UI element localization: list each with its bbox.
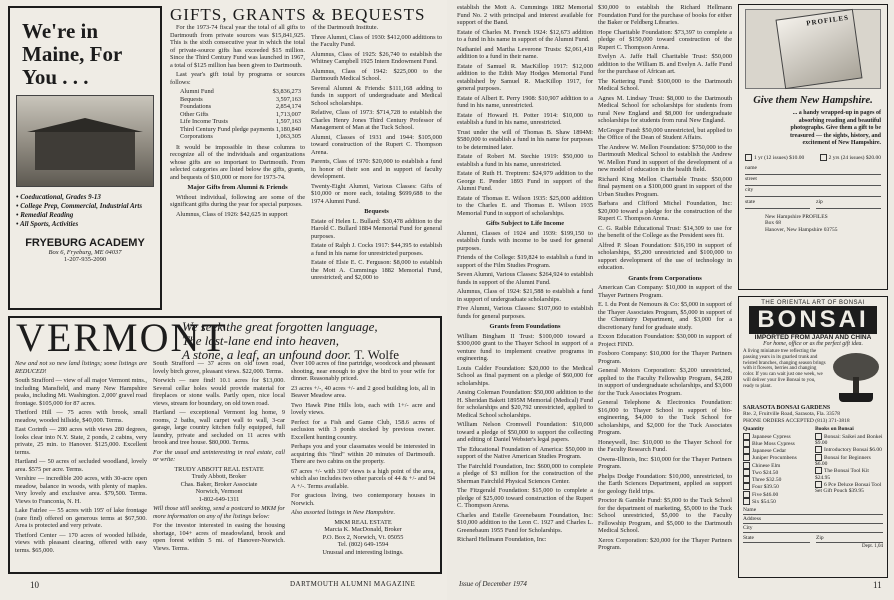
grant-entry: The Kettering Fund: $100,000 to the Dartmouth Medical School.	[598, 77, 732, 92]
bonsai-title: BONSAI	[749, 306, 877, 334]
source-row: Bequests 3,597,163	[180, 95, 301, 103]
bequest-entry: Trust under the will of Thomas B. Shaw 1894M: $580,000 to establish a fund in his name for purposes to be determined later.	[457, 128, 593, 151]
listing: Thetford Hill — 75 acres with brook, small meadow, wooded hillside, $40,000. Terms.	[15, 409, 147, 424]
listing: South Strafford — view of all major Vermont mtns., including Mansfield, and many New Hampshire peaks, including Mt. Washington. 2,000' gravel road frontage. $105,000 for 87 acres.	[15, 377, 147, 407]
corporations-heading: Grants from Corporations	[628, 274, 702, 282]
gift-entry: Alumni, Classes of 1924 and 1939: $199,150 to establish funds with income to be used for general purposes.	[457, 229, 593, 252]
roof-shape	[27, 118, 143, 132]
quote-author: T. Wolfe	[354, 347, 400, 362]
grant-entry: Honeywell, Inc: $10,000 to the Thayer School for the Faculty Research Fund.	[598, 438, 732, 453]
grant-entry: The Educational Foundation of America: $50,000 in support of the Native American Studies Program.	[457, 445, 593, 460]
bonsai-order-lists	[743, 426, 883, 505]
state-field[interactable]: state	[745, 199, 810, 209]
tree-option[interactable]: Four $39.50	[743, 483, 811, 490]
article-col-1	[170, 24, 305, 310]
building-shape	[35, 130, 135, 170]
source-row: Other Gifts 1,713,007	[180, 110, 301, 118]
bonsai-address-field[interactable]: Address	[743, 516, 883, 524]
page-number-right: 11	[873, 580, 882, 590]
quantity-heading: Quantity	[743, 426, 765, 432]
source-row: Alumni Fund $3,836,273	[180, 88, 301, 95]
profiles-blurb: ... a handy wrapped-up in pages of absorbing reading and beautiful photographs. Give them a gift to be treasured — the sights, history, and excitement of New Hampshire.	[790, 110, 881, 146]
tree-option[interactable]: Japanese Cypress	[743, 433, 811, 440]
fryeburg-bullets	[16, 193, 154, 229]
bonsai-name-field[interactable]: Name	[743, 507, 883, 515]
profiles-headline: Give them New Hampshire.	[753, 95, 873, 106]
bequest-entry: Estate of Charles M. French 1924: $12,673 addition to a fund in his name in support of the Alumni Fund.	[457, 28, 593, 43]
grant-entry: Proctor & Gamble Fund: $5,000 to the Tuck School for the department of marketing, $5,000 to the Tuck School unrestricted, $5,000 to the Faculty Fellowship Program, and $5,000 to the Dartmouth Medical School.	[598, 497, 732, 534]
book-option[interactable]: The Bonsai Tool Kit $24.95	[815, 468, 869, 481]
gift-entry: Alumni, Classes of 1931 and 1944: $105,000 toward construction of the Rupert C. Thompson Arena.	[311, 133, 442, 156]
source-row: Corporations 1,063,305	[180, 133, 301, 140]
tree-option[interactable]: Six $54.50	[743, 498, 811, 505]
bullet-item: • Remedial Reading	[16, 211, 74, 219]
bequest-entry: Estate of Samuel R. MacKillop 1917: $12,000 addition to the Edith May Hodges Memorial Fund established by Samuel R. MacKillop 1917, for general purposes.	[457, 62, 593, 92]
gift-entry: Twenty-Eight Alumni, Various Classes: Gifts of $10,000 or more each, totaling $699,688 to the 1974 Alumni Fund.	[311, 182, 442, 205]
vermont-title: VERMONT	[16, 316, 228, 360]
bonsai-intro	[743, 349, 883, 405]
fryeburg-photo	[16, 95, 154, 187]
listing: Norwich — rare find! 10.1 acres for $13,000. Several cellar holes would provide material for fireplaces or stone walls. Partly open, nice local views, stream for boundary, on old town road.	[153, 377, 285, 407]
bonsai-phone: PHONE ORDERS ACCEPTED (813) 371-3818	[743, 417, 850, 424]
profiles-form	[745, 165, 881, 210]
fryeburg-phone: 1-207-935-2090	[63, 256, 107, 263]
right-col-2	[598, 4, 732, 576]
sources-table	[170, 88, 305, 141]
bequest-entry: Estate of Robert M. Stechie 1919: $50,000 to establish a fund in his name, unrestricted.	[457, 153, 593, 168]
listing: East Corinth — 280 acres with views 280 degrees, looks clear into N.Y. State, 2 ponds, 2 cabins, very private, 25 min. to Hanover. $125,000. Excellent terms.	[15, 426, 147, 456]
article-title: GIFTS, GRANTS & BEQUESTS	[170, 5, 426, 24]
grant-entry: The Fairchild Foundation, Inc: $600,000 to complete a pledge of $3 million for the construction of the Sherman Fairchild Physical Sciences Center.	[457, 462, 593, 485]
grant-entry: $30,000 to establish the Richard Hellmann Foundation Fund for the purchase of books for either the Baker or Feldberg Libraries.	[598, 4, 732, 26]
bonsai-address: Rte. 2, Fruitville Road, Sarasota, Fla. 33578	[743, 411, 841, 417]
profiles-brand: PROFILES	[805, 13, 850, 28]
grant-entry: Agnes M. Lindsay Trust: $8,000 to the Dartmouth Medical School for scholarships for students from rural New England and $8,000 for undergraduate scholarships for students from rural New England.	[598, 94, 732, 124]
listing: Also assorted listings in New Hampshire.	[291, 509, 396, 516]
foundations-heading: Grants from Foundations	[489, 323, 561, 330]
life-income-heading: Gifts Subject to Life Income	[485, 220, 565, 227]
bonsai-zip-field[interactable]: Zip	[816, 535, 883, 543]
grant-entry: William Nelson Cromwell Foundation: $10,000 toward a pledge of $50,000 to support the collecting and editing of Daniel Webster's legal papers.	[457, 421, 593, 443]
grant-entry: Louis Calder Foundation: $20,000 to the Medical School as final payment on a pledge of $60,000 for scholarships.	[457, 364, 593, 387]
book-option[interactable]: Bonsai: Saikei and Bonkei $9.00	[815, 433, 883, 446]
book-option[interactable]: Introductory Bonsai $6.00	[815, 446, 883, 453]
tree-option[interactable]: Japanese Cedar	[743, 447, 811, 454]
tree-option[interactable]: Chinese Elm	[743, 462, 811, 469]
quote-line: We seek the great forgotten language,	[182, 319, 378, 334]
tree-option[interactable]: Juniper Procumbens	[743, 454, 811, 461]
checkbox[interactable]	[745, 154, 752, 161]
source-row: Life Income Trusts 1,597,163	[180, 118, 301, 125]
source-row: Foundations 2,854,174	[180, 103, 301, 110]
vermont-col-1	[15, 360, 147, 572]
zip-field[interactable]: zip	[816, 199, 881, 209]
option-2-years[interactable]: 2 yrs (24 issues) $20.00	[820, 154, 881, 161]
grant-entry: General Telephone & Electronics Foundation: $16,000 to Thayer School in support of bio-engineering, $4,000 to the Tuck School for scholarships, and $2,000 for the Tuck Associates Program.	[598, 399, 732, 436]
quote-line: A stone, a leaf, an unfound door. T. Wolfe	[182, 347, 400, 362]
magazine-footer: DARTMOUTH ALUMNI MAGAZINE	[290, 580, 416, 588]
bonsai-ad	[738, 296, 888, 578]
bonsai-sub2: For home, office or as the perfect gift idea.	[763, 341, 863, 347]
right-col-1	[457, 4, 593, 576]
bequest-entry: Estate of Ruth H. Treptrem: $24,979 addition to the George E. Pender 1893 Fund in support of the Alumni Fund.	[457, 170, 593, 192]
vermont-intro: New and not so new land listings; some listings are REDUCED!	[15, 360, 147, 375]
grant-entry: William Bingham II Trust: $100,000 toward a $300,000 grant to the Thayer School in support of a venture fund to implement creative programs in engineering.	[457, 332, 593, 362]
subscription-options	[745, 154, 881, 161]
tree-list	[743, 426, 811, 505]
book-list	[815, 426, 883, 505]
listing: Perfect for a Fish and Game Club, 158.6 acres of seclusion with 3 ponds stocked by previous owner. Excellent hunting country.	[291, 418, 435, 441]
listing: For the usual and uninteresting in real estate, call or write:	[153, 448, 285, 463]
fryeburg-name: FRYEBURG ACADEMY	[25, 237, 145, 249]
grant-entry: American Can Company: $10,000 in support of the Thayer Partners Program.	[598, 284, 732, 299]
grant-entry: Barbara and Clifford Michel Foundation, Inc: $20,000 toward a pledge for the construction of the Rupert C. Thompson Arena.	[598, 200, 732, 222]
gift-entry: of the Dartmouth Institute.	[311, 24, 379, 31]
article-para: Without individual, following are some of the significant gifts during the year for special purposes.	[170, 193, 305, 208]
grant-entry: Exxon Education Foundation: $30,000 in support of Project FIND.	[598, 333, 732, 348]
bequests-heading: Bequests	[364, 208, 389, 215]
source-row: Third Century Fund pledge payments 1,180,840	[180, 125, 301, 133]
bonsai-blurb: A living miniature tree reflecting the passing years in its gnarled trunk and twisted branches, changing season brings with it flowers, berries and changing color. If you can wait just one week, we will deliver your live Bonsai to you, ready to plant.	[743, 349, 826, 389]
grant-entry: Evelyn A. Jaffe Hall Charitable Trust: $50,000 addition to the William B. and Evelyn A. Jaffe Fund for the purchase of African art.	[598, 53, 732, 75]
bonsai-dept: Dept. 1,04	[862, 544, 883, 550]
listing: Two Hawk Pine Hills lots, each with 1+/- acre and lovely views.	[291, 401, 435, 416]
bequest-entry: Estate of Elsie E. C. Ferguson: $8,000 to establish the Mott A. Cummings 1882 Memorial Fund, unrestricted; and $2,000 to	[311, 259, 442, 281]
listing: 23 acres +/-, 40 acres +/- and 2 good building lots, all in Beaver Meadow area.	[291, 384, 435, 399]
street-field[interactable]: street	[745, 176, 881, 186]
checkbox[interactable]	[820, 154, 827, 161]
grant-entry: Hope Charitable Foundation: $73,397 to complete a pledge of $150,000 toward construction of the Rupert C. Thompson Arena.	[598, 28, 732, 51]
fryeburg-address: Box 6, Fryeburg, ME 04037	[48, 249, 122, 256]
grant-entry: E. I. du Pont de Nemours & Co: $5,000 in support of the Thayer Associates Program, $5,000 in support of the Chemistry Department, and $3,000 for a discretionary fund for graduate study.	[598, 301, 732, 331]
grant-entry: The Fitzgerald Foundation: $15,000 to complete a pledge of $25,000 toward construction of the Rupert C. Thompson Arena.	[457, 487, 593, 509]
listing: Hartland — 50 acres of secluded woodland, lovely area. $575 per acre. Terms.	[15, 458, 147, 473]
bonsai-sub1: IMPORTED FROM JAPAN AND CHINA	[754, 334, 872, 341]
article-intro: For the 1973-74 fiscal year the total of all gifts to Dartmouth from private sources was $15,841,925. This is the sixth consecutive year in which the total of private-source gifts has exceeded $15 million. Since the Third Century Fund was launched in 1967, a total of $125 million has been given to Dartmouth.	[170, 24, 305, 69]
listing: South Strafford — 37 acres on old town road, lovely birch grove, pleasant views. $22,000. Terms.	[153, 360, 285, 375]
article-para: It would be impossible in these columns to recognize all of the individuals and organizations whose gifts are so important to Dartmouth. From selected categories are listed below the gifts, grants, and bequests of $10,000 or more for 1973-74.	[170, 143, 305, 181]
grant-entry: Foxboro Company: $10,000 for the Thayer Partners Program.	[598, 350, 732, 365]
grant-entry: Richard Hellmann Foundation, Inc:	[457, 536, 547, 543]
bequest-entry: Estate of Helen L. Bullard: $30,478 addition to the Harold C. Bullard 1884 Memorial Fund for general purposes.	[311, 217, 442, 240]
bequest-entry: Estate of Albert E. Perry 1908: $10,907 addition to a fund in his name, unrestricted.	[457, 94, 593, 109]
bonsai-company: SARASOTA BONSAI GARDENS	[743, 405, 831, 411]
profiles-address: New Hampshire PROFILES Box 68 Hanover, New Hampshire 03755	[765, 213, 838, 233]
bequest-entry: Nathaniel and Martha Leverone Trusts: $2,061,418 addition to a fund in their name.	[457, 45, 593, 60]
tree-pot	[839, 393, 873, 402]
book-option[interactable]: 6 Pce Deluxe Bonsai Tool Set Gift Pouch $39.95	[815, 481, 882, 495]
article-para: Alumnus, Class of 1926: $42,625 in support	[176, 210, 288, 218]
gift-entry: Five Alumni, Various Classes: $107,060 to establish funds for general purposes.	[457, 305, 593, 320]
grant-entry: Charles and Estelle Greenebaum Foundation, Inc: $10,000 addition to the Leon C. 1927 and Charles L. Greenebaum 1955 Fund for Scholarships.	[457, 511, 593, 534]
bullet-item: • All Sports, Activities	[16, 220, 79, 228]
bonsai-tree-picture	[829, 349, 883, 405]
issue-footer: Issue of December 1974	[459, 580, 527, 588]
grant-entry: C. G. Raible Educational Trust: $14,309 to use for the benefit of the College as the President sees fit.	[598, 224, 732, 239]
book-option[interactable]: Bonsai for Beginners $6.00	[815, 454, 871, 467]
profiles-photo	[745, 9, 881, 89]
gift-entry: Friends of the College: $19,824 to establish a fund in support of the Film Studies Program.	[457, 254, 593, 269]
bequest-entry: Estate of Thomas E. Wilson 1935: $25,000 addition to the Charles E. and Thomas E. Wilson 1935 Memorial Fund in support of scholarships.	[457, 194, 593, 217]
listing: Over 100 acres of fine partridge, woodcock and pheasant shooting, near enough to give the bird to your wife for dinner. Reasonably priced.	[291, 360, 435, 382]
major-gifts-heading: Major Gifts from Alumni & Friends	[187, 184, 288, 191]
vermont-col-3	[291, 360, 435, 572]
tree-option[interactable]: Two $24.50	[743, 469, 811, 476]
abbott-contact: TRUDY ABBOTT REAL ESTATE Trudy Abbott, Broker Chas. Baker, Broker Associate Norwich, Vermont 1-802-649-1311	[174, 465, 264, 503]
bequest-entry: establish the Mott A. Cummings 1882 Memorial Fund No. 2 with principal and interest available for support of the Band.	[457, 4, 593, 26]
profiles-ad	[738, 4, 888, 290]
article-intro-2: Last year's gift total by programs or sources follows:	[170, 71, 305, 86]
bullet-item: • Coeducational, Grades 9-13	[16, 193, 101, 201]
listing: Vershire — incredible 200 acres, with 30-acre open meadow, balance in woods, with plenty of maples. Very lovely and exclusive area. $79,500. Terms. Views to Franconia, N. H.	[15, 475, 147, 505]
bonsai-state-field[interactable]: State	[743, 535, 810, 543]
gift-entry: Relative, Class of 1973: $714,728 to establish the Charles Henry Jones Third Century Professor of Management of Man at the Tuck School.	[311, 109, 442, 131]
vermont-ad	[8, 316, 442, 574]
bullet-item: • College Prep, Commercial, Industrial Arts	[16, 202, 143, 210]
listing: Hartland — exceptional Vermont log home, 9 rooms, 2 baths, wall carpet wall to wall, 3-car garage, large country kitchen fully equipped, full laundry, private and secluded on 11 acres with brook and tree house. $80,000. Terms.	[153, 409, 285, 446]
vermont-col-2	[153, 360, 285, 572]
gift-entry: Three Alumni, Class of 1930: $412,000 additions to the Faculty Fund.	[311, 33, 442, 48]
quote-line: The lost-lane end into heaven,	[182, 333, 340, 348]
grant-entry: Ansing Coleman Foundation: $50,000 addition to the H. Sheridan Bakett 1895M Memorial (Medical) Fund for scholarships and $20,792 unrestricted, applied to Medical School scholarships.	[457, 389, 593, 419]
listing: For the investor interested in easing the housing shortage, 104+ acres of meadowland, brook and open forest within 5 mi. of Hanover-Norwich. Views. Terms.	[153, 522, 285, 552]
gift-entry: Parents, Class of 1970: $20,000 to establish a fund in honor of their son and in support of faculty development.	[311, 158, 442, 180]
grant-entry: Richard King Mellon Charitable Trusts: $50,000 final payment on a $100,000 grant in support of the Urban Studies Program.	[598, 175, 732, 198]
bonsai-pre: THE ORIENTAL ART OF BONSAI	[761, 300, 865, 306]
bequest-entry: Estate of Howard H. Potter 1914: $10,000 to establish a fund in his name, unrestricted.	[457, 111, 593, 126]
listing: Will those still seeking, send a postcard to MKM for more information on any of the listings below:	[153, 505, 285, 520]
bequest-entry: Estate of Ralph J. Cocks 1917: $44,395 to establish a fund in his name for unrestricted purposes.	[311, 242, 442, 257]
mkm-contact: MKM REAL ESTATE Marcia K. MacDonald, Broker P.O. Box 2, Norwich, Vt. 05055 Tel. (802) 649-1594 Unusual and interesting listings.	[322, 518, 404, 556]
gift-entry: Seven Alumni, Various Classes: $264,924 to establish funds in support of the Alumni Fund.	[457, 271, 593, 286]
grant-entry: Alfred P. Sloan Foundation: $16,190 in support of scholarships, $5,200 unrestricted and $100,000 to support development of the use of technology in education.	[598, 241, 732, 271]
page-number-left: 10	[30, 580, 39, 590]
grant-entry: Xerox Corporation: $20,000 for the Thayer Partners Program.	[598, 536, 732, 551]
option-1-year[interactable]: 1 yr (12 issues) $10.00	[745, 154, 804, 161]
city-field[interactable]: city	[745, 187, 881, 197]
article-col-2	[311, 24, 442, 310]
fryeburg-ad-title: We're in Maine, For You . . .	[22, 19, 122, 89]
books-heading: Books on Bonsai	[815, 426, 854, 432]
listing: 67 acres +/- with 310' views is a high point of the area, which also includes two other parcels of 44 & +/- and 94 A +/-. Terms available.	[291, 467, 435, 490]
gift-entry: Alumnus, Class of 1925: $26,740 to establish the Whitney Campbell 1925 Intern Endowment Fund.	[311, 50, 442, 65]
grant-entry: McGregor Fund: $50,000 unrestricted, but applied to the Office of the Dean of Student Affairs.	[598, 126, 732, 141]
bonsai-form	[743, 507, 883, 544]
magazine-cover	[776, 9, 863, 89]
gift-entry: Several Alumni & Friends: $111,168 adding to funds in support of undergraduate and Medical School scholarships.	[311, 84, 442, 107]
bonsai-state-zip-row	[743, 534, 883, 544]
vermont-quote	[182, 320, 437, 362]
listing: Perhaps you and your classmates would be interested in acquiring this "find" within 20 minutes of Dartmouth. There are two cabins on the property.	[291, 443, 435, 465]
bonsai-city-field[interactable]: City	[743, 525, 883, 533]
right-page	[449, 0, 894, 600]
listing: Lake Fairlee — 55 acres with 195' of lake frontage (rare find) offered on generous terms at $67,500. Area is protected and very private.	[15, 507, 147, 529]
fryeburg-ad	[8, 6, 162, 310]
grant-entry: Owens-Illinois, Inc: $10,000 for the Thayer Partners Program.	[598, 455, 732, 470]
tree-option[interactable]: Blue Moss Cypress	[743, 440, 811, 447]
gift-entry: Alumnus, Class of 1924: $21,588 to establish a fund in support of undergraduate scholarships.	[457, 288, 593, 303]
tree-option[interactable]: Five $46.00	[743, 491, 811, 498]
listing: Thetford Center — 170 acres of wooded hillside, views with pleasant clearing, offered with easy terms. $65,000.	[15, 531, 147, 554]
tree-option[interactable]: Three $32.50	[743, 476, 811, 483]
grant-entry: Phelps Dodge Foundation: $10,000, unrestricted, to the Earth Sciences Department, applied as support for geology field trips.	[598, 472, 732, 495]
listing: For gracious living, two contemporary houses in Norwich.	[291, 492, 435, 507]
gift-entry: Alumnus, Class of 1942: $225,000 to the Dartmouth Medical School.	[311, 67, 442, 82]
grant-entry: The Andrew W. Mellon Foundation: $750,000 to the Dartmouth Medical School to establish the Andrew W. Mellon Fund in support of the development of a new model of education in the health field.	[598, 143, 732, 173]
grant-entry: General Motors Corporation: $3,200 unrestricted, applied to the Faculty Fellowship Program, $4,280 in support of undergraduate scholarships, and $3,000 for the Tuck Associates Program.	[598, 367, 732, 397]
tree-trunk	[853, 377, 859, 393]
name-field[interactable]: name	[745, 165, 881, 175]
state-zip-row	[745, 198, 881, 210]
